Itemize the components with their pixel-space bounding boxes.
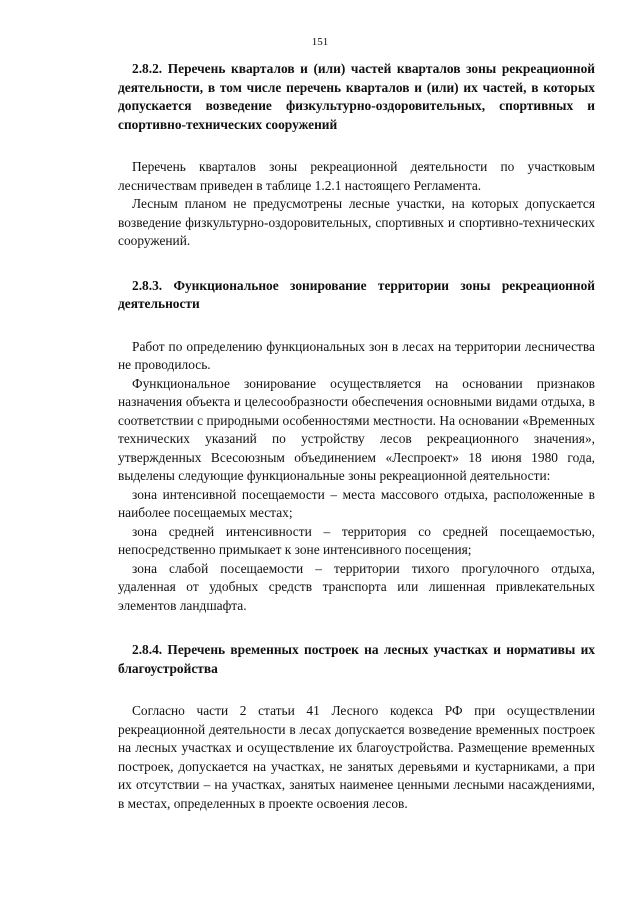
paragraph: Перечень кварталов зоны рекреационной деятельности по участковым лесничествам приведен в таблице 1.2.1 настоящего Регламента. <box>118 159 595 193</box>
page-number: 151 <box>311 36 329 48</box>
paragraph: зона средней интенсивности – территория со средней посещаемостью, непосредственно примыкает к зоне интенсивного посещения; <box>118 523 595 557</box>
section-2-8-4 <box>118 641 595 813</box>
section-2-8-2 <box>118 60 595 251</box>
paragraph: Работ по определению функциональных зон в лесах на территории лесничества не проводилось. <box>118 338 595 372</box>
paragraph: зона интенсивной посещаемости – места массового отдыха, расположенные в наиболее посещаемых местах; <box>118 486 595 520</box>
paragraph: Согласно части 2 статьи 41 Лесного кодекса РФ при осуществлении рекреационной деятельности в лесах допускается возведение временных построек на лесных участках и осуществление их благоустройства. Размещение временных построек, допускается на участках, не занятых деревьями и кустарниками, а при их отсутствии – на участках, занятых наименее ценными лесными насаждениями, в местах, определенных в проекте освоения лесов. <box>118 703 595 811</box>
paragraph: Лесным планом не предусмотрены лесные участки, на которых допускается возведение физкультурно-оздоровительных, спортивных и спортивно-технических сооружений. <box>118 196 595 248</box>
section-heading: 2.8.4. Перечень временных построек на лесных участках и нормативы их благоустройства <box>118 642 595 676</box>
paragraph: Функциональное зонирование осуществляется на основании признаков назначения объекта и целесообразности обеспечения основными видами отдыха, в соответствии с природными особенностями местности. На основании «Временных технических указаний по устройству лесов рекреационного значения», утвержденных Всесоюзным объединением «Леспроект» 18 июня 1980 года, выделены следующие функциональные зоны рекреационной деятельности: <box>118 375 595 483</box>
paragraph: зона слабой посещаемости – территории тихого прогулочного отдыха, удаленная от удобных средств транспорта или лишенная привлекательных элементов ландшафта. <box>118 560 595 613</box>
section-heading: 2.8.3. Функциональное зонирование территории зоны рекреационной деятельности <box>118 277 595 311</box>
section-2-8-3 <box>118 277 595 616</box>
section-heading: 2.8.2. Перечень кварталов и (или) частей кварталов зоны рекреационной деятельности, в том числе перечень кварталов и (или) их частей, в которых допускается возведение физкультурно-оздоровительных, спортивных и спортивно-технических сооружений <box>118 61 595 132</box>
document-body <box>118 60 595 813</box>
